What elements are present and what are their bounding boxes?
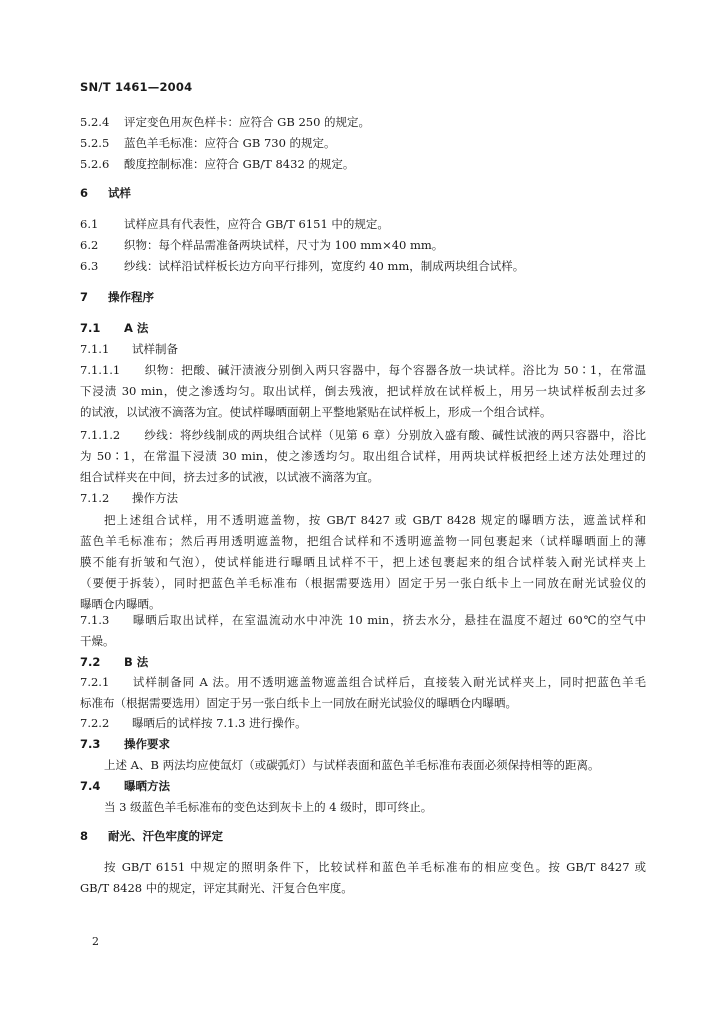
paragraph-line: （要便于拆装），同时把蓝色羊毛标准布（根据需要选用）固定于另一张白纸卡上一同放在耐光试验仪的	[80, 576, 646, 590]
clause-6-2	[80, 235, 646, 255]
clause-text: 评定变色用灰色样卡：应符合 GB 250 的规定。	[124, 115, 371, 129]
paragraph-7-1-3	[80, 610, 646, 652]
clause-number: 5.2.5	[80, 136, 110, 150]
clause-6-3	[80, 256, 646, 276]
clause-title: A 法	[124, 321, 149, 335]
section-title: 试样	[108, 186, 131, 200]
paragraph-line: 下浸渍 30 min，使之渗透均匀。取出试样，倒去残液，把试样放在试样板上，用另一块试样板刮去过多	[80, 384, 646, 398]
clause-number: 7.1.1.2	[80, 428, 121, 442]
clause-text: 试样应具有代表性，应符合 GB/T 6151 中的规定。	[124, 217, 389, 231]
clause-number: 5.2.4	[80, 115, 110, 129]
clause-number: 7.1.2	[80, 491, 110, 505]
clause-number: 7.2	[80, 655, 101, 669]
clause-text: 曝晒后的试样按 7.1.3 进行操作。	[132, 716, 307, 730]
clause-title: 操作要求	[124, 737, 170, 751]
paragraph-line: 蓝色羊毛标准布；然后再用透明遮盖物，把组合试样和不透明遮盖物一同包裹起来（试样曝晒面上的薄	[80, 534, 646, 548]
section-heading-7	[80, 287, 646, 307]
clause-number: 7.3	[80, 737, 101, 751]
subsection-heading-7-1	[80, 318, 646, 338]
clause-text: 织物：每个样品需准备两块试样，尺寸为 100 mm×40 mm。	[124, 238, 444, 252]
clause-5-2-6	[80, 154, 646, 174]
page-number: 2	[92, 935, 99, 948]
section-number: 6	[80, 186, 89, 200]
paragraph-line: 把上述组合试样，用不透明遮盖物，按 GB/T 8427 或 GB/T 8428 规定的曝晒方法，遮盖试样和	[104, 513, 646, 527]
paragraph-line: 标准布（根据需要选用）固定于另一张白纸卡上一同放在耐光试验仪的曝晒仓内曝晒。	[80, 696, 517, 710]
paragraph-line: 当 3 级蓝色羊毛标准布的变色达到灰卡上的 4 级时，即可终止。	[104, 800, 433, 814]
section-number: 8	[80, 829, 89, 843]
clause-text: 酸度控制标准：应符合 GB/T 8432 的规定。	[124, 157, 355, 171]
clause-title: 操作方法	[132, 491, 178, 505]
subsection-heading-7-2	[80, 652, 646, 672]
clause-7-1-1	[80, 339, 646, 359]
paragraph-line: GB/T 8428 中的规定，评定其耐光、汗复合色牢度。	[80, 881, 353, 895]
paragraph-line: 干燥。	[80, 634, 115, 648]
clause-number: 7.1.3	[80, 613, 110, 627]
section-title: 操作程序	[108, 290, 154, 304]
clause-7-2-2	[80, 713, 646, 733]
clause-number: 5.2.6	[80, 157, 110, 171]
clause-number: 6.2	[80, 238, 99, 252]
clause-6-1	[80, 214, 646, 234]
clause-5-2-5	[80, 133, 646, 153]
subsection-heading-7-4	[80, 776, 646, 796]
paragraph-7-1-1-1	[80, 360, 646, 423]
subsection-heading-7-3	[80, 734, 646, 754]
paragraph-line: 上述 A、B 两法均应使氙灯（或碳弧灯）与试样表面和蓝色羊毛标准布表面必须保持相等的距离。	[104, 758, 600, 772]
paragraph-line: 组合试样夹在中间，挤去过多的试液，以试液不滴落为宜。	[80, 470, 379, 484]
paragraph-line: 按 GB/T 6151 中规定的照明条件下，比较试样和蓝色羊毛标准布的相应变色。按 GB/T 8427 或	[104, 860, 646, 874]
paragraph-line: 织物：把酸、碱汗渍液分别倒入两只容器中，每个容器各放一块试样。浴比为 50∶1，在常温	[144, 363, 646, 377]
paragraph-7-2-1	[80, 672, 646, 714]
paragraph-line: 的试液，以试液不滴落为宜。使试样曝晒面朝上平整地紧贴在试样板上，形成一个组合试样。	[80, 405, 552, 419]
paragraph-7-1-1-2	[80, 425, 646, 488]
paragraph-7-3	[80, 755, 646, 775]
paragraph-7-1-2	[80, 510, 646, 615]
section-number: 7	[80, 290, 89, 304]
standard-code: SN/T 1461—2004	[80, 80, 193, 94]
paragraph-line: 纱线：将纱线制成的两块组合试样（见第 6 章）分别放入盛有酸、碱性试液的两只容器中，浴比	[144, 428, 646, 442]
paragraph-7-4	[80, 797, 646, 817]
section-heading-8	[80, 826, 646, 846]
clause-number: 6.3	[80, 259, 99, 273]
clause-title: B 法	[124, 655, 149, 669]
paragraph-line: 膜不能有折皱和气泡），使试样能进行曝晒且试样不干，把上述包裹起来的组合试样装入耐光试样夹上	[80, 555, 646, 569]
section-heading-6	[80, 183, 646, 203]
paragraph-line: 曝晒后取出试样，在室温流动水中冲洗 10 min，挤去水分，悬挂在温度不超过 60℃的空气中	[132, 613, 646, 627]
paragraph-line: 为 50∶1，在常温下浸渍 30 min，使之渗透均匀。取出组合试样，用两块试样板把经上述方法处理过的	[80, 449, 646, 463]
clause-number: 7.4	[80, 779, 101, 793]
clause-7-1-2	[80, 488, 646, 508]
clause-title: 曝晒方法	[124, 779, 170, 793]
section-title: 耐光、汗色牢度的评定	[108, 829, 223, 843]
paragraph-line: 试样制备同 A 法。用不透明遮盖物遮盖组合试样后，直接装入耐光试样夹上，同时把蓝色羊毛	[132, 675, 646, 689]
clause-title: 试样制备	[132, 342, 178, 356]
clause-number: 7.1.1	[80, 342, 110, 356]
clause-number: 6.1	[80, 217, 99, 231]
paragraph-line: 曝晒仓内曝晒。	[80, 597, 161, 611]
clause-5-2-4	[80, 112, 646, 132]
clause-number: 7.1	[80, 321, 101, 335]
clause-number: 7.1.1.1	[80, 363, 121, 377]
clause-text: 蓝色羊毛标准：应符合 GB 730 的规定。	[124, 136, 336, 150]
paragraph-8	[80, 857, 646, 899]
clause-text: 纱线：试样沿试样板长边方向平行排列，宽度约 40 mm，制成两块组合试样。	[124, 259, 525, 273]
clause-number: 7.2.2	[80, 716, 110, 730]
clause-number: 7.2.1	[80, 675, 110, 689]
